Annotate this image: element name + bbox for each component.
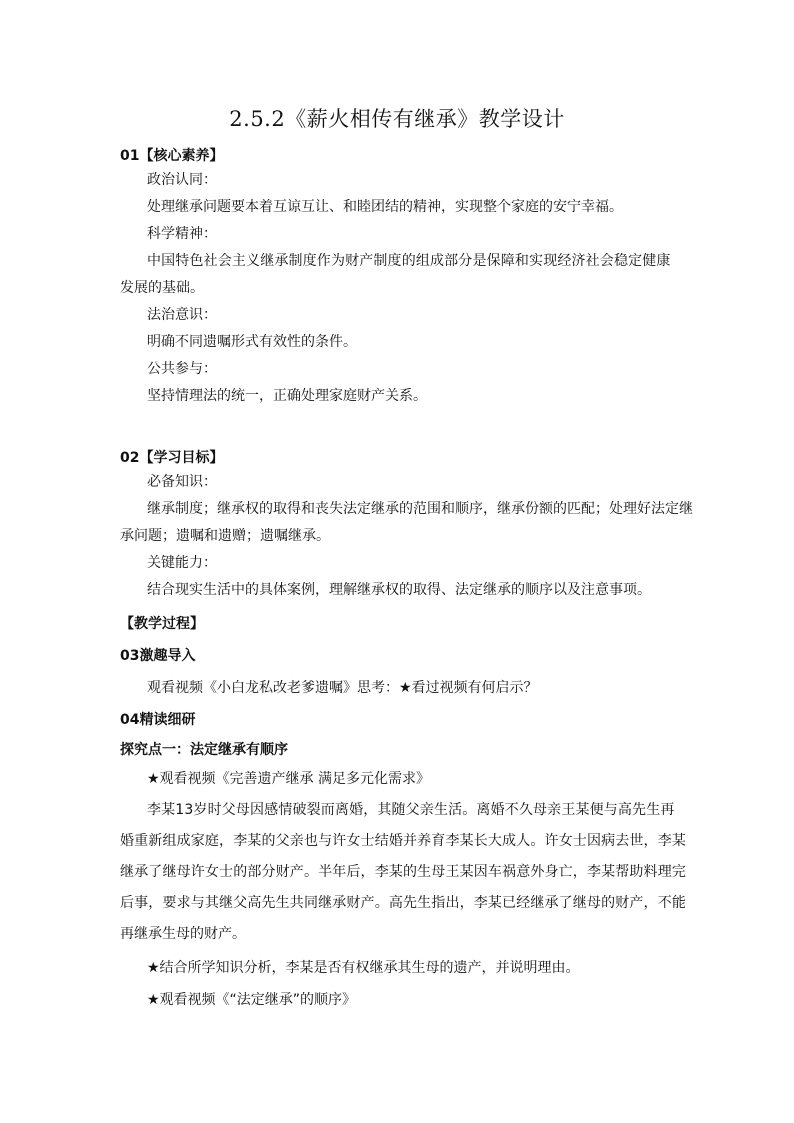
text-ability: 结合现实生活中的具体案例，理解继承权的取得、法定继承的顺序以及注意事项。 [147, 582, 651, 598]
point1-heading: 探究点一：法定继承有顺序 [120, 742, 288, 758]
label-science: 科学精神： [147, 226, 217, 242]
label-knowledge: 必备知识： [147, 474, 217, 490]
text-knowledge-2: 承问题；遗嘱和遗赠；遗嘱继承。 [120, 528, 330, 544]
case-line-1: 李某13岁时父母因感情破裂而离婚，其随父亲生活。离婚不久母亲王某便与高先生再 [147, 802, 675, 818]
text-science-1: 中国特色社会主义继承制度作为财产制度的组成部分是保障和实现经济社会稳定健康 [147, 253, 671, 269]
label-law: 法治意识： [147, 307, 217, 323]
case-line-2: 婚重新组成家庭，李某的父亲也与许女士结婚并养育李某长大成人。许女士因病去世，李某 [120, 833, 686, 849]
label-ability: 关键能力： [147, 555, 217, 571]
section-heading-study: 04精读细研 [120, 712, 196, 728]
case-line-4: 后事，要求与其继父高先生共同继承财产。高先生指出，李某已经继承了继母的财产，不能 [120, 895, 686, 911]
label-political: 政治认同： [147, 172, 217, 188]
text-political: 处理继承问题要本着互谅互让、和睦团结的精神，实现整个家庭的安宁幸福。 [147, 199, 623, 215]
text-knowledge-1: 继承制度；继承权的取得和丧失法定继承的范围和顺序，继承份额的匹配；处理好法定继 [147, 501, 693, 517]
section-heading-intro: 03激趣导入 [120, 648, 196, 664]
text-public: 坚持情理法的统一，正确处理家庭财产关系。 [147, 388, 427, 404]
section-heading-core: 01【核心素养】 [120, 148, 224, 164]
text-video1: ★观看视频《完善遗产继承 满足多元化需求》 [147, 771, 430, 787]
case-line-3: 继承了继母许女士的部分财产。半年后，李某的生母王某因车祸意外身亡，李某帮助料理完 [120, 864, 686, 880]
text-question: ★结合所学知识分析，李某是否有权继承其生母的遗产，并说明理由。 [147, 960, 580, 976]
case-line-5: 再继承生母的财产。 [120, 926, 246, 942]
text-law: 明确不同遗嘱形式有效性的条件。 [147, 334, 357, 350]
document-title: 2.5.2《薪火相传有继承》教学设计 [229, 107, 565, 131]
text-video2: ★观看视频《“法定继承”的顺序》 [147, 992, 357, 1008]
text-science-2: 发展的基础。 [120, 280, 204, 296]
section-heading-process: 【教学过程】 [120, 616, 204, 632]
section-heading-goals: 02【学习目标】 [120, 450, 224, 466]
text-intro: 观看视频《小白龙私改老爹遗嘱》思考：★看过视频有何启示？ [147, 680, 538, 696]
label-public: 公共参与： [147, 361, 217, 377]
